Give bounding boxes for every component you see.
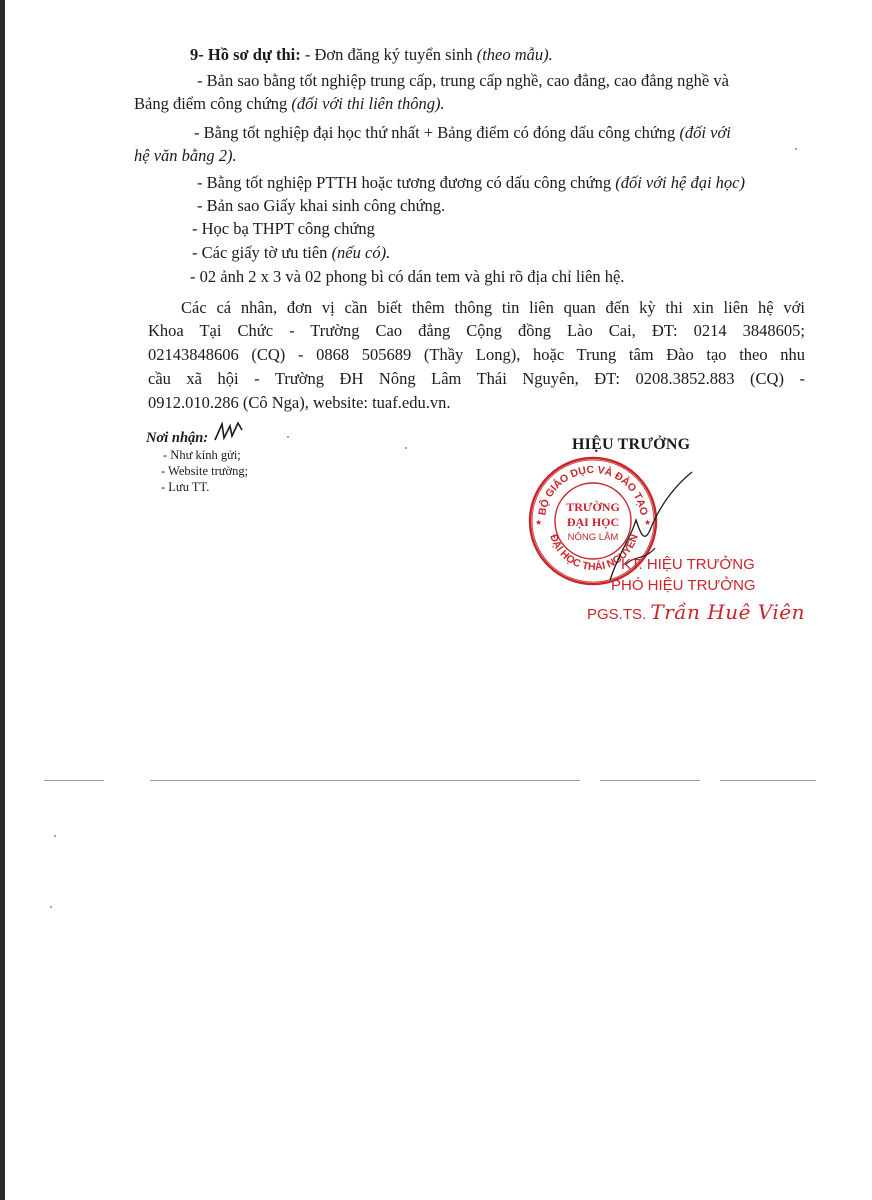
item-first-degree-text: - Bằng tốt nghiệp đại học thứ nhất + Bảng điểm có đóng dấu công chứng — [194, 123, 680, 142]
item-priority-docs-note: (nếu có). — [331, 243, 391, 262]
item-highschool-diploma — [197, 172, 745, 194]
item-highschool-diploma-text: - Bằng tốt nghiệp PTTH hoặc tương đương có dấu công chứng — [197, 173, 616, 192]
item-diploma-copy-cont — [134, 93, 445, 115]
recipients-label: Nơi nhận: — [146, 430, 209, 446]
recipient-item: - Website trường; — [161, 464, 249, 478]
scan-speck — [287, 436, 289, 438]
signature-title: HIỆU TRƯỞNG — [572, 436, 691, 453]
recipient-item: - Như kính gửi; — [163, 448, 241, 462]
initials-mark-icon — [212, 420, 248, 446]
scan-artifact-line — [720, 780, 816, 781]
seal-line2: ĐẠI HỌC — [566, 515, 620, 529]
item-diploma-copy-note: (đối với thi liên thông). — [291, 94, 445, 113]
signature-role-vice: PHÓ HIỆU TRƯỞNG — [611, 577, 756, 594]
signature-role-acting: KT. HIỆU TRƯỞNG — [621, 556, 755, 573]
item-priority-docs — [192, 242, 390, 264]
signatory-full-name: Trần Huê Viên — [650, 600, 805, 624]
seal-line1: TRƯỜNG — [566, 500, 620, 514]
scan-speck — [50, 906, 52, 908]
scan-speck — [405, 447, 407, 449]
item-priority-docs-text: - Các giấy tờ ưu tiên — [192, 243, 332, 262]
item-diploma-copy: - Bản sao bằng tốt nghiệp trung cấp, trung cấp nghề, cao đẳng, cao đẳng nghề và — [197, 71, 729, 90]
item-application-form: - Đơn đăng ký tuyển sinh — [300, 45, 477, 64]
scan-speck — [795, 148, 797, 150]
scan-artifact-line — [44, 780, 104, 781]
signatory-title-prefix: PGS.TS. — [587, 606, 647, 623]
signatory-name — [587, 600, 805, 624]
scan-artifact-line — [600, 780, 700, 781]
contact-line-1: Các cá nhân, đơn vị cần biết thêm thông tin liên quan đến kỳ thi xin liên hệ với — [181, 298, 805, 317]
recipient-item: - Lưu TT. — [161, 480, 210, 494]
item-application-form-note: (theo mẫu). — [476, 45, 553, 64]
scan-artifact-line — [150, 780, 580, 781]
item-diploma-copy-text: Bảng điểm công chứng — [134, 94, 292, 113]
seal-star-left-icon: ★ — [535, 518, 543, 527]
seal-bottom-text: ĐẠI HỌC THÁI NGUYÊN — [547, 532, 641, 574]
section9-heading: 9- Hồ sơ dự thi: — [190, 45, 301, 64]
item-birth-certificate: - Bản sao Giấy khai sinh công chứng. — [197, 196, 446, 215]
item-photos: - 02 ảnh 2 x 3 và 02 phong bì có dán tem và ghi rõ địa chỉ liên hệ. — [190, 267, 625, 286]
item-first-degree-note-cont: hệ văn bằng 2). — [134, 146, 237, 165]
scan-edge — [0, 0, 5, 1200]
contact-line-3: 02143848606 (CQ) - 0868 505689 (Thầy Long), hoặc Trung tâm Đào tạo theo nhu — [148, 345, 805, 364]
seal-outer-text: BỘ GIÁO DỤC VÀ ĐÀO TẠO — [536, 463, 650, 517]
section9-first-line — [190, 44, 553, 66]
seal-star-right-icon: ★ — [644, 518, 652, 527]
item-transcript: - Học bạ THPT công chứng — [192, 219, 375, 238]
item-first-degree — [194, 122, 731, 144]
item-highschool-diploma-note: (đối với hệ đại học) — [615, 173, 745, 192]
seal-line3: NÔNG LÂM — [567, 532, 619, 543]
contact-line-4: cầu xã hội - Trường ĐH Nông Lâm Thái Nguyên, ĐT: 0208.3852.883 (CQ) - — [148, 369, 805, 388]
item-first-degree-note: (đối với — [679, 123, 731, 142]
scan-speck — [54, 835, 56, 837]
contact-line-2: Khoa Tại Chức - Trường Cao đẳng Cộng đồng Lào Cai, ĐT: 0214 3848605; — [148, 321, 805, 340]
contact-line-5: 0912.010.286 (Cô Nga), website: tuaf.edu.vn. — [148, 393, 451, 412]
